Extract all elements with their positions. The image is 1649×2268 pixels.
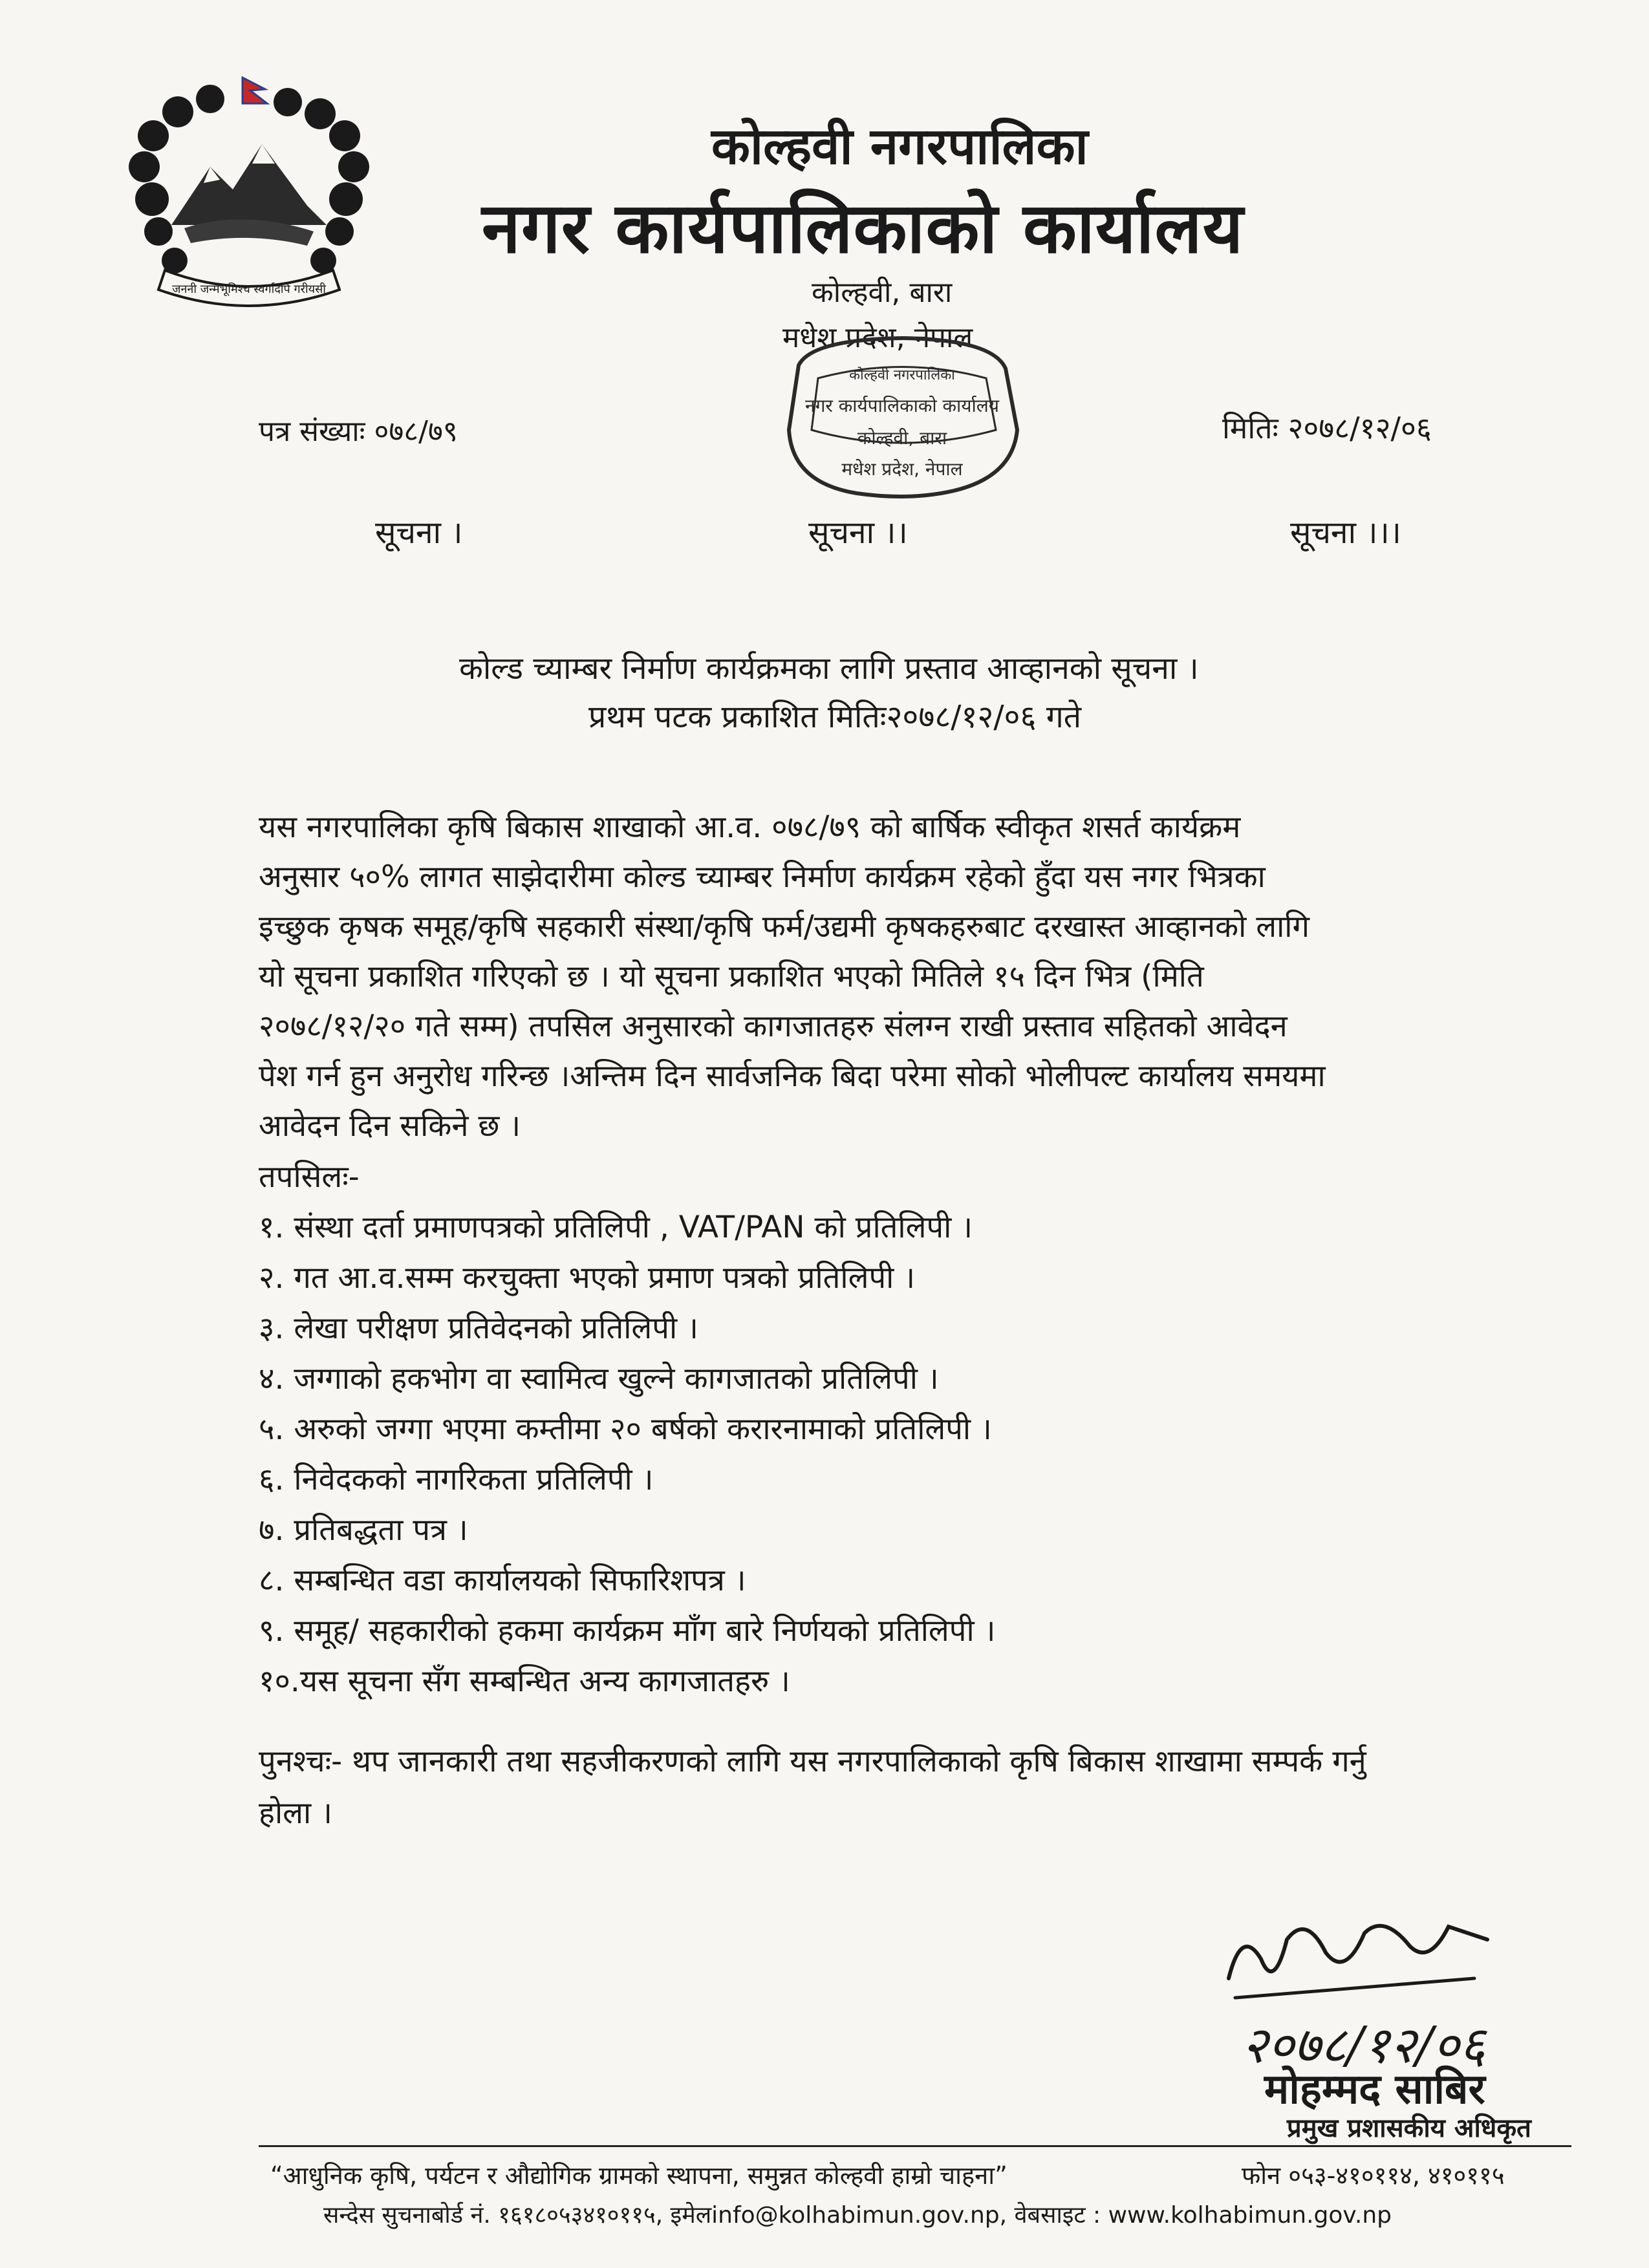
body-line: पेश गर्न हुन अनुरोध गरिन्छ ।अन्तिम दिन सार्वजनिक बिदा परेमा सोको भोलीपल्ट कार्यालय समयमा [259,1058,1326,1094]
office-name: नगर कार्यपालिकाको कार्यालय [482,188,1244,269]
signer-designation: प्रमुख प्रशासकीय अधिकृत [1287,2113,1531,2143]
seal-line-1: कोल्हवी नगरपालिका [849,367,955,383]
postscript-line-2: होला । [259,1795,332,1831]
nepal-emblem-icon [113,76,385,322]
reference-number: पत्र संख्याः ०७८/७९ [259,415,458,448]
list-item: ७. प्रतिबद्धता पत्र । [259,1512,468,1548]
list-item: ४. जग्गाको हकभोग वा स्वामित्व खुल्ने कागजातको प्रतिलिपी । [259,1361,939,1396]
postscript-line-1: पुनश्चः- थप जानकारी तथा सहजीकरणको लागि यस नगरपालिकाको कृषि बिकास शाखामा सम्पर्क गर्नु [259,1744,1366,1779]
list-item: ९. समूह/ सहकारीको हकमा कार्यक्रम माँग बारे निर्णयको प्रतिलिपी । [259,1613,996,1649]
seal-line-4: मधेश प्रदेश, नेपाल [841,458,963,480]
list-item: ५. अरुको जग्गा भएमा कम्तीमा २० बर्षको करारनामाको प्रतिलिपी । [259,1411,992,1447]
list-item: १. संस्था दर्ता प्रमाणपत्रको प्रतिलिपी , VAT/PAN को प्रतिलिपी । [259,1210,973,1245]
body-line: इच्छुक कृषक समूह/कृषि सहकारी संस्था/कृषि फर्म/उद्यमी कृषकहरुबाट दरखास्त आव्हानको लागि [259,909,1310,945]
address-line-2: मधेश प्रदेश, नेपाल [782,321,973,354]
office-seal-stamp [773,333,1031,501]
notice-title: कोल्ड च्याम्बर निर्माण कार्यक्रमका लागि प्रस्ताव आव्हानको सूचना । [459,650,1199,687]
seal-line-3: कोल्हवी, बारा [857,427,947,449]
footer-contact: सन्देस सुचनाबोर्ड नं. १६१८०५३४१०११५, इमेलinfo@kolhabimun.gov.np, वेबसाइट : www.kolhabimun.gov.np [323,2202,1392,2229]
list-item: १०.यस सूचना सँग सम्बन्धित अन्य कागजातहरु । [259,1664,790,1699]
letter-date: मितिः २०७८/१२/०६ [1222,411,1432,445]
emblem-graphic [113,76,385,322]
emblem-motto: जननी जन्मभूमिश्च स्वर्गादपि गरीयसी [172,283,326,296]
body-line: यो सूचना प्रकाशित गरिएको छ । यो सूचना प्रकाशित भएको मितिले १५ दिन भित्र (मिति [259,959,1204,994]
notice-heading-1: सूचना । [375,515,463,551]
list-item: २. गत आ.व.सम्म करचुक्ता भएको प्रमाण पत्रको प्रतिलिपी । [259,1260,916,1296]
signer-name: मोहम्मद साबिर [1264,2066,1485,2113]
seal-graphic [773,333,1031,501]
municipality-name: कोल्हवी नगरपालिका [711,118,1088,176]
list-item: ३. लेखा परीक्षण प्रतिवेदनको प्रतिलिपी । [259,1311,698,1346]
body-line: २०७८/१२/२० गते सम्म) तपसिल अनुसारको कागजातहरु संलग्न राखी प्रस्ताव सहितको आवेदन [259,1009,1288,1044]
notice-heading-3: सूचना ।।। [1290,515,1401,551]
body-line: आवेदन दिन सकिने छ । [259,1108,521,1144]
body-line: यस नगरपालिका कृषि बिकास शाखाको आ.व. ०७८/७९ को बार्षिक स्वीकृत शसर्त कार्यक्रम [259,809,1241,845]
list-heading: तपसिलः- [259,1159,360,1195]
footer-phone: फोन ०५३-४१०११४, ४१०११५ [1242,2161,1505,2190]
footer-slogan: “आधुनिक कृषि, पर्यटन र औद्योगिक ग्रामको स्थापना, समुन्नत कोल्हवी हाम्रो चाहना” [270,2161,1008,2190]
address-line-1: कोल्हवी, बारा [812,276,953,309]
seal-line-2: नगर कार्यपालिकाको कार्यालय [805,395,999,416]
notice-heading-2: सूचना ।। [808,515,908,551]
body-line: अनुसार ५०% लागत साझेदारीमा कोल्ड च्याम्बर निर्माण कार्यक्रम रहेको हुँदा यस नगर भित्रका [259,859,1266,895]
list-item: ६. निवेदकको नागरिकता प्रतिलिपी । [259,1462,654,1497]
footer-divider [259,2145,1571,2147]
publication-date-line: प्रथम पटक प्रकाशित मितिः२०७८/१२/०६ गते [588,699,1082,735]
signature-date: २०७८/१२/०६ [1242,2017,1486,2075]
list-item: ८. सम्बन्धित वडा कार्यालयको सिफारिशपत्र । [259,1563,746,1598]
